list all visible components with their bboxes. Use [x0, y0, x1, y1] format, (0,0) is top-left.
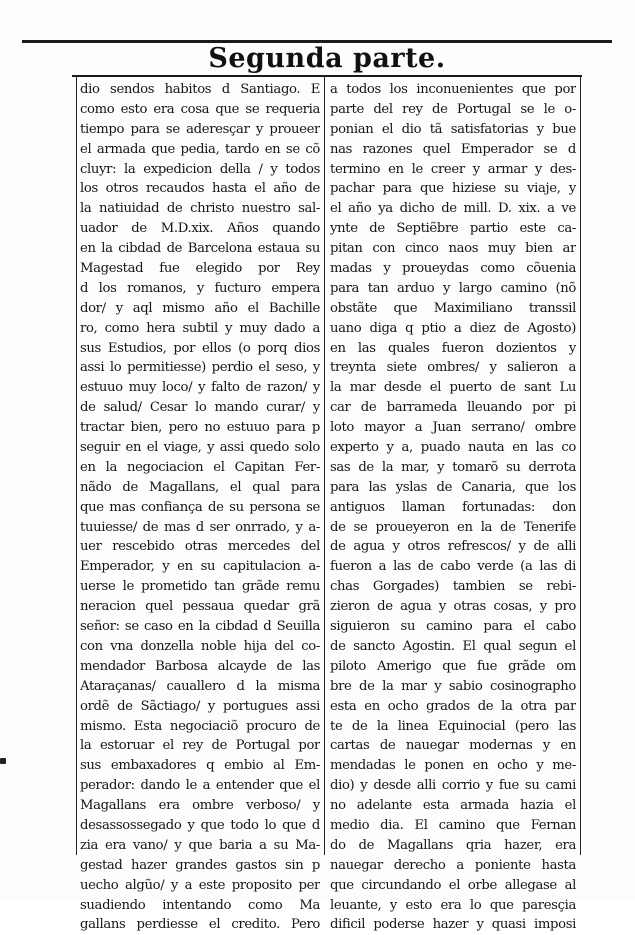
right-column-line: piloto Amerigo que fue grãde om: [330, 658, 576, 674]
right-column-line: en las quales fueron dozientos y: [330, 340, 576, 356]
right-column-line: chas Gorgades) tambien se rebi-: [330, 579, 576, 595]
left-column-line: mismo. Esta negociaciõ procuro de: [80, 718, 320, 734]
left-column-line: la natiuidad de christo nuestro sal-: [80, 201, 320, 217]
left-column-line: ordẽ de Sãctiago/ y portugues assi: [80, 698, 320, 714]
right-column-line: zieron de agua y otras cosas, y pro: [330, 599, 576, 615]
right-column-line: experto y a, puado nauta en las co: [330, 440, 576, 456]
edge-ink-mark: [0, 758, 6, 764]
right-column-line: esta en ocho grados de la otra par: [330, 698, 576, 714]
left-column-line: tuuiesse/ de mas d ser onrrado, y a-: [80, 519, 320, 535]
left-column-line: Magallans era ombre verboso/ y: [80, 798, 320, 814]
middle-column-rule: [324, 77, 325, 855]
left-column-line: Ataraçanas/ cauallero d la misma: [80, 678, 320, 694]
left-column-line: Emperador, y en su capitulacion a-: [80, 559, 320, 575]
right-column-line: te de la linea Equinocial (pero las: [330, 718, 576, 734]
right-column-line: antiguos llaman fortunadas: don: [330, 499, 576, 515]
left-column-line: desassossegado y que todo lo que d: [80, 817, 320, 833]
right-column-line: sas de la mar, y tomarõ su derrota: [330, 459, 576, 475]
right-column-line: no adelante esta armada hazia el: [330, 798, 576, 814]
left-column-line: en la cibdad de Barcelona estaua su: [80, 241, 320, 257]
right-column-line: parte del rey de Portugal se le o-: [330, 101, 576, 117]
left-column-line: assi lo permitiesse) perdio el seso, y: [80, 360, 320, 376]
left-column-line: en la negociacion el Capitan Fer-: [80, 459, 320, 475]
left-column-line: cluyr: la expedicion della / y todos: [80, 161, 320, 177]
left-column-line: tiempo para se aderesçar y proueer: [80, 121, 320, 137]
right-column-line: bre de la mar y sabio cosinographo: [330, 678, 576, 694]
running-header: Segunda parte.: [208, 43, 446, 74]
right-column-line: ponian el dio tã satisfatorias y bue: [330, 121, 576, 137]
left-column-line: sus Estudios, por ellos (o porq dios: [80, 340, 320, 356]
left-column-line: uer rescebido otras mercedes del: [80, 539, 320, 555]
right-column-line: dificil poderse hazer y quasi imposi: [330, 917, 576, 933]
left-column-line: d los romanos, y fucturo empera: [80, 280, 320, 296]
left-column-line: uador de M.D.xix. Años quando: [80, 221, 320, 237]
left-column-line: la estoruar el rey de Portugal por: [80, 738, 320, 754]
left-column-line: estuuo muy loco/ y falto de razon/ y: [80, 380, 320, 396]
left-column-line: señor: se caso en la cibdad d Seuilla: [80, 619, 320, 635]
left-column-line: ro, como hera subtil y muy dado a: [80, 320, 320, 336]
right-column-line: que circundando el orbe allegase al: [330, 877, 576, 893]
right-column-line: de agua y otros refrescos/ y de alli: [330, 539, 576, 555]
left-column-line: uerse le prometido tan grãde remu: [80, 579, 320, 595]
left-column-line: nãdo de Magallans, el qual para: [80, 479, 320, 495]
right-column-line: para las yslas de Canaria, que los: [330, 479, 576, 495]
right-column-line: uano diga q ptio a diez de Agosto): [330, 320, 576, 336]
right-column-line: medio dia. El camino que Fernan: [330, 817, 576, 833]
left-column-line: sus embaxadores q embio al Em-: [80, 758, 320, 774]
left-column-line: que mas confiança de su persona se: [80, 499, 320, 515]
right-column-line: treynta siete ombres/ y salieron a: [330, 360, 576, 376]
right-column-line: madas y proueydas como cõuenia: [330, 261, 576, 277]
right-text-column: [330, 80, 576, 935]
right-column-line: a todos los inconuenientes que por: [330, 82, 576, 97]
right-column-line: para tan arduo y largo camino (nõ: [330, 280, 576, 296]
left-column-line: Magestad fue elegido por Rey: [80, 261, 320, 277]
right-column-line: de sancto Agostin. El qual segun el: [330, 638, 576, 654]
right-column-line: de se proueyeron en la de Tenerife: [330, 519, 576, 535]
right-column-line: el año ya dicho de mill. D. xix. a ve: [330, 201, 576, 217]
right-column-line: leuante, y esto era lo que paresçia: [330, 897, 576, 913]
right-column-line: do de Magallans qria hazer, era: [330, 837, 576, 853]
right-column-line: nas razones quel Emperador se d: [330, 141, 576, 157]
right-column-line: car de barrameda lleuando por pi: [330, 400, 576, 416]
right-column-line: cartas de nauegar modernas y en: [330, 738, 576, 754]
left-column-rule: [76, 77, 77, 855]
left-column-line: uecho algũo/ y a este proposito per: [80, 877, 320, 893]
left-text-column: [80, 80, 320, 935]
header-rule: [72, 75, 582, 77]
right-column-line: pachar para que hiziese su viaje, y: [330, 181, 576, 197]
left-column-line: dor/ y aql mismo año el Bachille: [80, 300, 320, 316]
right-column-line: fueron a las de cabo verde (a las di: [330, 559, 576, 575]
left-column-line: gallans perdiesse el credito. Pero: [80, 917, 320, 933]
right-column-line: siguieron su camino para el cabo: [330, 619, 576, 635]
left-column-line: como esto era cosa que se requeria: [80, 101, 320, 117]
left-column-line: dio sendos habitos d Santiago. E: [80, 82, 320, 97]
left-column-line: neracion quel pessaua quedar grã: [80, 599, 320, 615]
right-column-line: la mar desde el puerto de sant Lu: [330, 380, 576, 396]
left-column-line: los otros recaudos hasta el año de: [80, 181, 320, 197]
left-column-line: zia era vano/ y que baria a su Ma-: [80, 837, 320, 853]
right-column-line: pitan con cinco naos muy bien ar: [330, 241, 576, 257]
right-column-line: nauegar derecho a poniente hasta: [330, 857, 576, 873]
left-column-line: de salud/ Cesar lo mando curar/ y: [80, 400, 320, 416]
left-column-line: el armada que pedia, tardo en se cõ: [80, 141, 320, 157]
right-column-line: mendadas le ponen en ocho y me-: [330, 758, 576, 774]
right-column-line: ynte de Septiẽbre partio este ca-: [330, 221, 576, 237]
left-column-line: mendador Barbosa alcayde de las: [80, 658, 320, 674]
right-column-rule: [580, 77, 581, 855]
right-column-line: dio) y desde alli corrio y fue su cami: [330, 778, 576, 794]
right-column-line: termino en le creer y armar y des-: [330, 161, 576, 177]
right-column-line: obstãte que Maximiliano transsil: [330, 300, 576, 316]
left-column-line: con vna donzella noble hija del co-: [80, 638, 320, 654]
left-column-line: seguir en el viage, y assi quedo solo: [80, 440, 320, 456]
left-column-line: perador: dando le a entender que el: [80, 778, 320, 794]
left-column-line: tractar bien, pero no estuuo para p: [80, 420, 320, 436]
right-column-line: loto mayor a Juan serrano/ ombre: [330, 420, 576, 436]
left-column-line: gestad hazer grandes gastos sin p: [80, 857, 320, 873]
left-column-line: suadiendo intentando como Ma: [80, 897, 320, 913]
